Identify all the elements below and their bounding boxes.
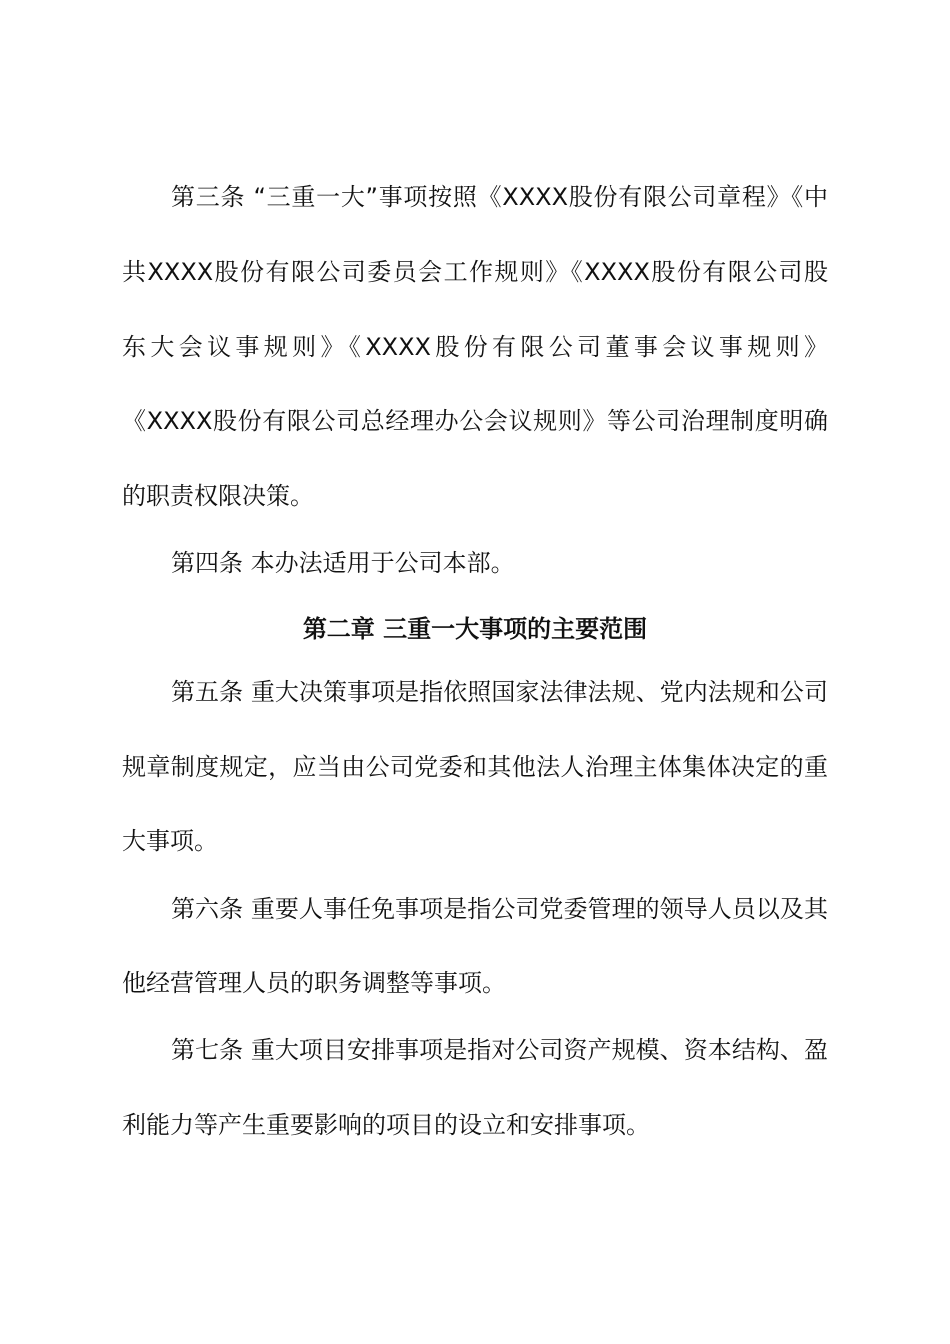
- article-6-line-2: 他经营管理人员的职务调整等事项。: [122, 969, 506, 997]
- article-3-line-4: 《XXXX股份有限公司总经理办公会议规则》等公司治理制度明确: [122, 407, 828, 435]
- article-5-line-1: 第五条 重大决策事项是指依照国家法律法规、党内法规和公司: [171, 678, 828, 706]
- chapter-heading: 第二章 三重一大事项的主要范围: [302, 615, 648, 643]
- article-3-line-5: 的职责权限决策。: [122, 482, 314, 510]
- article-6-line-1: 第六条 重要人事任免事项是指公司党委管理的领导人员以及其: [171, 895, 828, 923]
- article-4-line-1: 第四条 本办法适用于公司本部。: [171, 549, 515, 577]
- article-7-line-2: 利能力等产生重要影响的项目的设立和安排事项。: [122, 1111, 650, 1139]
- article-3-line-3: 东大会议事规则》《XXXX股份有限公司董事会议事规则》: [122, 333, 828, 361]
- article-7-line-1: 第七条 重大项目安排事项是指对公司资产规模、资本结构、盈: [171, 1036, 828, 1064]
- article-5-line-3: 大事项。: [122, 827, 218, 855]
- article-3-line-2: 共XXXX股份有限公司委员会工作规则》《XXXX股份有限公司股: [122, 258, 828, 286]
- article-3-line-1: 第三条 “三重一大”事项按照《XXXX股份有限公司章程》《中: [171, 183, 828, 211]
- article-5-line-2: 规章制度规定，应当由公司党委和其他法人治理主体集体决定的重: [122, 753, 828, 781]
